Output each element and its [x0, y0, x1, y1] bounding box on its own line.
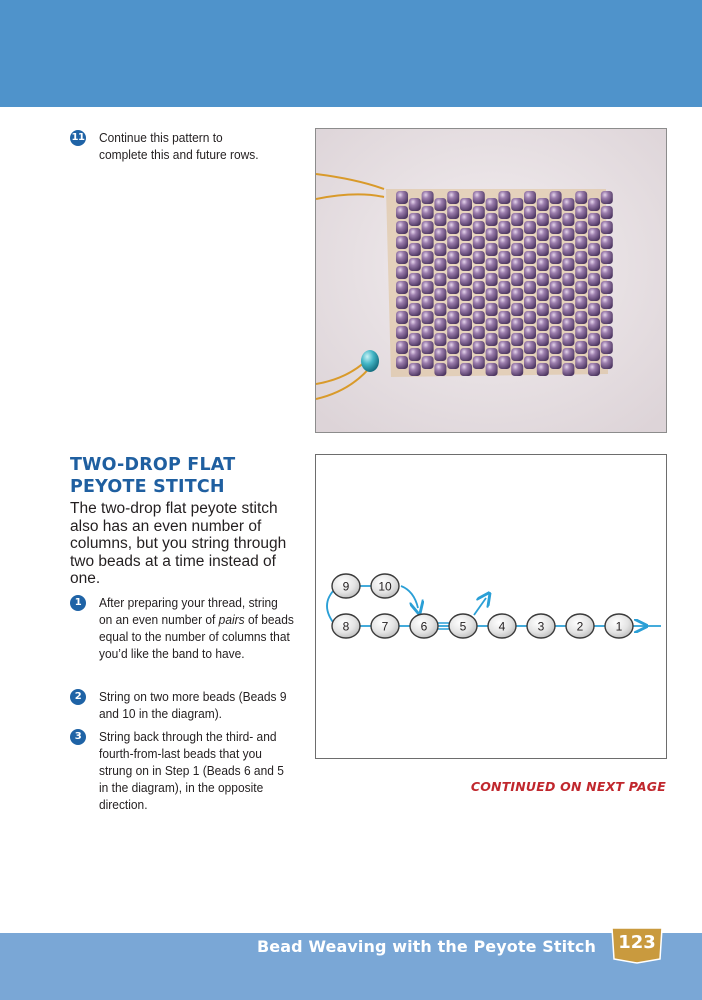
svg-text:7: 7 [381, 619, 389, 634]
svg-text:10: 10 [378, 579, 392, 594]
svg-text:4: 4 [498, 619, 506, 634]
step-number-badge: 1 [70, 595, 86, 611]
step-11 [70, 129, 289, 163]
svg-text:2: 2 [576, 619, 584, 634]
section-intro: The two-drop flat peyote stitch also has an even number of columns, but you string through two beads at a time instead of one. [70, 500, 287, 587]
step-text: String on two more beads (Beads 9 and 10 in the diagram). [99, 689, 287, 721]
section-title-line-1: TWO-DROP FLAT [70, 455, 236, 475]
svg-text:1: 1 [615, 619, 623, 634]
page-number: 123 [618, 932, 656, 953]
continued-label: CONTINUED ON NEXT PAGE [470, 779, 666, 794]
section-title-line-2: PEYOTE STITCH [70, 477, 225, 497]
footer-title: Bead Weaving with the Peyote Stitch [256, 937, 596, 956]
svg-text:6: 6 [420, 619, 428, 634]
stop-bead [361, 350, 379, 372]
bead-7 [371, 614, 399, 638]
step-text: After preparing your thread, string on an even number of pairs of beads equal to the number of columns that you’d like the band to have. [99, 595, 294, 661]
bead-8 [332, 614, 360, 638]
header-band [0, 0, 702, 107]
bead-3 [527, 614, 555, 638]
step-1 [70, 594, 311, 662]
svg-text:8: 8 [342, 619, 350, 634]
step-2 [70, 688, 311, 722]
bead-2 [566, 614, 594, 638]
bead-10 [371, 574, 399, 598]
bead-diagram-svg [316, 455, 666, 758]
step-text: String back through the third- and fourth-from-last beads that you strung on in Step 1 (Beads 6 and 5 in the diagram), in the opposite direction. [99, 729, 284, 812]
beadwork-photo-icon [316, 129, 666, 432]
step-number-badge: 2 [70, 689, 86, 705]
step-3 [70, 728, 311, 813]
bead-6 [410, 614, 438, 638]
section-title [70, 454, 300, 498]
step-text: Continue this pattern to complete this and future rows. [99, 130, 259, 162]
bead-4 [488, 614, 516, 638]
step-text-emphasis: pairs [218, 612, 245, 627]
bead-1 [605, 614, 633, 638]
svg-text:3: 3 [537, 619, 545, 634]
svg-text:5: 5 [459, 619, 467, 634]
svg-text:9: 9 [342, 579, 350, 594]
step-number-badge: 3 [70, 729, 86, 745]
bead-diagram [315, 454, 667, 759]
beadwork-photo [315, 128, 667, 433]
bead-5 [449, 614, 477, 638]
bead-9 [332, 574, 360, 598]
step-number-badge: 11 [70, 130, 86, 146]
